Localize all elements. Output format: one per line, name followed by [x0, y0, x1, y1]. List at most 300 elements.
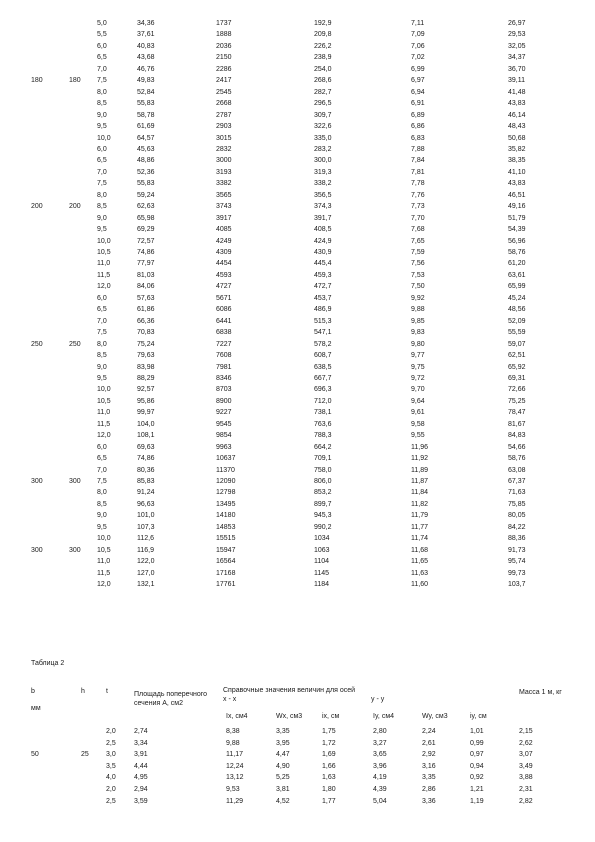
cell-t: 6,5 — [97, 306, 107, 314]
cell-ix: 14853 — [216, 523, 236, 531]
cell-ix: 17761 — [216, 581, 236, 589]
cell-rx: 7,53 — [411, 271, 425, 279]
cell-t: 2,5 — [106, 739, 116, 747]
cell-ix: 4593 — [216, 271, 232, 279]
cell-ry: 1,19 — [470, 797, 484, 805]
cell-rx: 7,76 — [411, 191, 425, 199]
cell-ix: 2903 — [216, 123, 232, 131]
cell-mass: 58,76 — [508, 455, 526, 463]
cell-rx: 11,96 — [411, 443, 428, 451]
header-h: h — [81, 688, 85, 695]
cell-wx: 238,9 — [314, 54, 332, 62]
cell-mass: 84,22 — [508, 523, 526, 531]
table-row — [0, 52, 595, 63]
cell-mass: 41,48 — [508, 88, 526, 96]
cell-mass: 55,59 — [508, 329, 526, 337]
table-row — [0, 350, 595, 361]
table-row — [0, 568, 595, 579]
cell-ix: 15947 — [216, 546, 236, 554]
cell-ix: 9,88 — [226, 739, 240, 747]
cell-mass: 67,37 — [508, 478, 526, 485]
cell-area: 80,36 — [137, 466, 155, 474]
table-row — [0, 155, 595, 166]
table-row — [0, 510, 595, 521]
cell-t: 8,5 — [97, 500, 107, 508]
cell-rx: 7,11 — [411, 20, 425, 27]
cell-wx: 209,8 — [314, 31, 332, 39]
steel-section-table-2 — [0, 684, 595, 834]
cell-ix: 9854 — [216, 432, 232, 440]
cell-mass: 75,25 — [508, 397, 526, 405]
cell-wx: 459,3 — [314, 271, 332, 279]
cell-area: 101,0 — [137, 512, 155, 520]
table-row — [0, 499, 595, 510]
cell-area: 64,57 — [137, 134, 155, 142]
cell-mass: 71,63 — [508, 489, 526, 497]
cell-t: 5,0 — [97, 20, 107, 27]
cell-mass: 51,79 — [508, 214, 526, 222]
cell-area: 84,06 — [137, 283, 155, 291]
cell-t: 6,5 — [97, 455, 107, 463]
cell-wx: 4,52 — [276, 797, 290, 805]
table-row — [0, 18, 595, 29]
header-ix: Ix, см4 — [226, 713, 248, 720]
header-reference-axes: Справочные значения величин для осей — [223, 687, 356, 694]
cell-mass: 3,88 — [519, 774, 533, 782]
cell-ix: 4085 — [216, 226, 232, 234]
cell-ix: 8703 — [216, 386, 232, 394]
cell-t: 3,0 — [106, 751, 116, 759]
cell-ix: 10637 — [216, 455, 236, 463]
cell-area: 81,03 — [137, 271, 155, 279]
table-row — [0, 75, 595, 86]
cell-wx: 763,6 — [314, 420, 332, 428]
cell-t: 11,0 — [97, 260, 111, 268]
cell-area: 55,83 — [137, 100, 155, 108]
cell-ry: 0,94 — [470, 762, 484, 770]
cell-wx: 3,35 — [276, 728, 290, 735]
cell-rx: 7,50 — [411, 283, 425, 291]
cell-mass: 32,05 — [508, 42, 526, 50]
cell-t: 6,0 — [97, 294, 107, 302]
cell-rx: 1,63 — [322, 774, 336, 782]
table-row — [0, 442, 595, 453]
cell-ix: 7981 — [216, 363, 232, 371]
cell-mass: 46,51 — [508, 191, 526, 199]
cell-wx: 664,2 — [314, 443, 332, 451]
table-row — [0, 190, 595, 201]
cell-wx: 268,6 — [314, 77, 332, 85]
header-wx: Wx, см3 — [276, 713, 303, 720]
cell-mass: 39,11 — [508, 77, 525, 85]
cell-mass: 103,7 — [508, 581, 526, 589]
cell-t: 9,0 — [97, 512, 107, 520]
cell-mass: 65,92 — [508, 363, 526, 371]
cell-h: 180 — [69, 77, 81, 85]
cell-area: 2,74 — [134, 728, 148, 735]
cell-wx: 3,81 — [276, 786, 290, 793]
cell-area: 62,63 — [137, 203, 155, 211]
cell-wy: 3,16 — [422, 762, 436, 770]
cell-wx: 408,5 — [314, 226, 332, 234]
table-row — [0, 178, 595, 189]
cell-h: 300 — [69, 546, 81, 554]
cell-area: 122,0 — [137, 558, 155, 566]
cell-rx: 7,81 — [411, 168, 425, 176]
cell-wx: 226,2 — [314, 42, 332, 50]
cell-b: 200 — [31, 203, 43, 211]
cell-mass: 58,76 — [508, 249, 526, 256]
table-row — [0, 362, 595, 373]
cell-t: 6,0 — [97, 443, 107, 451]
table-row — [0, 453, 595, 464]
cell-wx: 1184 — [314, 581, 330, 589]
table-row — [0, 167, 595, 178]
cell-area: 77,97 — [137, 260, 155, 268]
cell-ix: 8,38 — [226, 728, 240, 735]
cell-mass: 91,73 — [508, 546, 526, 554]
cell-wx: 309,7 — [314, 111, 332, 119]
cell-rx: 9,55 — [411, 432, 425, 440]
cell-rx: 7,02 — [411, 54, 425, 62]
cell-ix: 2417 — [216, 77, 232, 85]
table-row — [0, 110, 595, 121]
table-row — [0, 772, 595, 784]
table-row — [0, 236, 595, 247]
cell-rx: 9,80 — [411, 340, 425, 348]
cell-wx: 945,3 — [314, 512, 332, 520]
cell-rx: 1,77 — [322, 797, 336, 805]
table-row — [0, 270, 595, 281]
cell-wx: 391,7 — [314, 214, 332, 222]
table-row — [0, 476, 595, 487]
cell-ix: 3193 — [216, 168, 232, 176]
cell-area: 58,78 — [137, 111, 155, 119]
cell-area: 116,9 — [137, 546, 154, 554]
table-row — [0, 327, 595, 338]
cell-wx: 192,9 — [314, 20, 332, 27]
cell-mass: 63,61 — [508, 271, 526, 279]
cell-t: 7,0 — [97, 317, 107, 325]
cell-wx: 788,3 — [314, 432, 332, 440]
cell-wx: 300,0 — [314, 157, 332, 165]
cell-rx: 11,65 — [411, 558, 428, 566]
cell-mass: 88,36 — [508, 535, 526, 543]
header-unit: мм — [31, 705, 41, 712]
cell-wx: 430,9 — [314, 249, 332, 256]
table-row — [0, 430, 595, 441]
cell-mass: 78,47 — [508, 409, 526, 417]
cell-t: 9,0 — [97, 111, 107, 119]
cell-area: 49,83 — [137, 77, 155, 85]
cell-rx: 1,72 — [322, 739, 336, 747]
cell-ix: 2545 — [216, 88, 232, 96]
cell-wx: 319,3 — [314, 168, 332, 176]
cell-mass: 61,20 — [508, 260, 526, 268]
cell-area: 52,84 — [137, 88, 155, 96]
cell-ix: 9545 — [216, 420, 232, 428]
cell-rx: 9,72 — [411, 374, 425, 382]
cell-wy: 2,24 — [422, 728, 436, 735]
cell-wx: 5,25 — [276, 774, 290, 782]
cell-ix: 4249 — [216, 237, 232, 245]
cell-wx: 608,7 — [314, 352, 332, 360]
table-2-caption: Таблица 2 — [31, 660, 65, 667]
cell-ix: 7227 — [216, 340, 232, 348]
cell-mass: 38,35 — [508, 157, 526, 165]
cell-mass: 34,37 — [508, 54, 526, 62]
cell-ix: 2036 — [216, 42, 232, 50]
cell-t: 7,5 — [97, 478, 107, 485]
cell-area: 85,83 — [137, 478, 155, 485]
cell-t: 9,5 — [97, 123, 107, 131]
cell-wx: 4,90 — [276, 762, 290, 770]
table-row — [0, 738, 595, 750]
cell-mass: 43,83 — [508, 180, 526, 188]
cell-area: 3,91 — [134, 751, 148, 759]
cell-ix: 9963 — [216, 443, 232, 451]
cell-area: 3,34 — [134, 739, 148, 747]
cell-area: 99,97 — [137, 409, 155, 417]
cell-ix: 17168 — [216, 569, 236, 577]
cell-t: 9,5 — [97, 226, 107, 234]
cell-area: 34,36 — [137, 20, 155, 27]
cell-t: 11,5 — [97, 569, 111, 577]
cell-rx: 11,60 — [411, 581, 428, 589]
cell-area: 83,98 — [137, 363, 155, 371]
cell-rx: 11,89 — [411, 466, 428, 474]
cell-t: 4,0 — [106, 774, 116, 782]
cell-mass: 49,16 — [508, 203, 526, 211]
cell-mass: 2,15 — [519, 728, 533, 735]
table-row — [0, 465, 595, 476]
cell-rx: 7,84 — [411, 157, 425, 165]
cell-ix: 16564 — [216, 558, 236, 566]
cell-ix: 3000 — [216, 157, 232, 165]
cell-ix: 13,12 — [226, 774, 244, 782]
table-row — [0, 487, 595, 498]
cell-t: 11,5 — [97, 420, 111, 428]
cell-wx: 424,9 — [314, 237, 332, 245]
cell-wy: 2,92 — [422, 751, 436, 759]
cell-mass: 84,83 — [508, 432, 526, 440]
cell-iy: 3,96 — [373, 762, 387, 770]
cell-wx: 990,2 — [314, 523, 332, 531]
cell-rx: 1,69 — [322, 751, 336, 759]
table-row — [0, 579, 595, 590]
cell-wx: 282,7 — [314, 88, 332, 96]
cell-b: 300 — [31, 546, 43, 554]
cell-wx: 667,7 — [314, 374, 332, 382]
cell-area: 61,69 — [137, 123, 155, 131]
cell-wx: 254,0 — [314, 65, 332, 73]
cell-ix: 2787 — [216, 111, 232, 119]
cell-rx: 9,85 — [411, 317, 425, 325]
table-row — [0, 304, 595, 315]
cell-area: 72,57 — [137, 237, 155, 245]
cell-wx: 1034 — [314, 535, 330, 543]
cell-area: 57,63 — [137, 294, 155, 302]
cell-rx: 9,75 — [411, 363, 425, 371]
cell-ix: 4309 — [216, 249, 232, 256]
cell-ix: 3015 — [216, 134, 232, 142]
cell-rx: 11,63 — [411, 569, 428, 577]
cell-mass: 43,83 — [508, 100, 526, 108]
cell-t: 3,5 — [106, 762, 116, 770]
cell-ix: 1888 — [216, 31, 232, 39]
cell-wx: 738,1 — [314, 409, 332, 417]
table-row — [0, 384, 595, 395]
cell-rx: 7,68 — [411, 226, 425, 234]
cell-area: 96,63 — [137, 500, 155, 508]
cell-mass: 3,07 — [519, 751, 533, 759]
cell-mass: 72,66 — [508, 386, 526, 394]
cell-mass: 45,24 — [508, 294, 526, 302]
table-row — [0, 796, 595, 808]
table-row — [0, 396, 595, 407]
cell-area: 108,1 — [137, 432, 155, 440]
cell-wx: 335,0 — [314, 134, 332, 142]
header-iy: Iy, см4 — [373, 713, 395, 720]
cell-rx: 11,82 — [411, 500, 428, 508]
cell-rx: 7,59 — [411, 249, 425, 256]
cell-t: 7,0 — [97, 65, 107, 73]
cell-t: 11,5 — [97, 271, 111, 279]
cell-mass: 59,07 — [508, 340, 526, 348]
cell-b: 50 — [31, 751, 39, 759]
cell-mass: 46,14 — [508, 111, 526, 119]
table-row — [0, 784, 595, 796]
cell-rx: 9,70 — [411, 386, 425, 394]
cell-wx: 638,5 — [314, 363, 332, 371]
header-b: b — [31, 688, 35, 695]
cell-ix: 6838 — [216, 329, 232, 337]
cell-t: 11,0 — [97, 558, 111, 566]
cell-t: 6,0 — [97, 42, 107, 50]
cell-ix: 8900 — [216, 397, 232, 405]
cell-mass: 2,31 — [519, 786, 533, 793]
cell-mass: 29,53 — [508, 31, 526, 39]
cell-mass: 2,82 — [519, 797, 533, 805]
cell-area: 92,57 — [137, 386, 155, 394]
cell-ix: 11370 — [216, 466, 235, 474]
cell-ix: 7608 — [216, 352, 232, 360]
table-row — [0, 339, 595, 350]
cell-h: 200 — [69, 203, 81, 211]
cell-area: 46,76 — [137, 65, 155, 73]
cell-ry: 1,21 — [470, 786, 484, 793]
cell-t: 12,0 — [97, 581, 111, 589]
cell-wx: 322,6 — [314, 123, 332, 131]
cell-rx: 6,97 — [411, 77, 425, 85]
cell-wx: 899,7 — [314, 500, 332, 508]
cell-t: 8,5 — [97, 203, 107, 211]
cell-area: 69,63 — [137, 443, 155, 451]
cell-ry: 0,99 — [470, 739, 484, 747]
cell-rx: 7,78 — [411, 180, 425, 188]
cell-area: 66,36 — [137, 317, 155, 325]
cell-mass: 41,10 — [508, 168, 526, 176]
table-row — [0, 749, 595, 761]
cell-area: 52,36 — [137, 168, 155, 176]
table-row — [0, 293, 595, 304]
header-rx: ix, см — [322, 713, 340, 720]
cell-mass: 54,39 — [508, 226, 526, 234]
cell-area: 127,0 — [137, 569, 155, 577]
cell-rx: 11,77 — [411, 523, 428, 531]
cell-t: 7,0 — [97, 466, 107, 474]
cell-t: 10,0 — [97, 535, 111, 543]
cell-wx: 578,2 — [314, 340, 332, 348]
cell-t: 8,0 — [97, 191, 107, 199]
cell-rx: 6,83 — [411, 134, 425, 142]
cell-ix: 11,29 — [226, 797, 243, 805]
cell-rx: 11,84 — [411, 489, 428, 497]
cell-rx: 7,88 — [411, 145, 425, 153]
cell-ix: 9,53 — [226, 786, 240, 793]
cell-t: 8,0 — [97, 88, 107, 96]
cell-t: 8,0 — [97, 340, 107, 348]
cell-area: 45,63 — [137, 145, 155, 153]
cell-rx: 6,89 — [411, 111, 425, 119]
cell-rx: 9,83 — [411, 329, 425, 337]
table-row — [0, 64, 595, 75]
cell-area: 132,1 — [137, 581, 155, 589]
cell-t: 7,5 — [97, 180, 107, 188]
cell-mass: 52,09 — [508, 317, 526, 325]
cell-t: 5,5 — [97, 31, 107, 39]
cell-ry: 1,01 — [470, 728, 484, 735]
cell-rx: 6,99 — [411, 65, 425, 73]
cell-area: 69,29 — [137, 226, 155, 234]
cell-mass: 81,67 — [508, 420, 526, 428]
cell-rx: 11,68 — [411, 546, 428, 554]
cell-area: 59,24 — [137, 191, 155, 199]
table-row — [0, 201, 595, 212]
cell-t: 6,5 — [97, 157, 107, 165]
cell-rx: 11,74 — [411, 535, 428, 543]
cell-mass: 26,97 — [508, 20, 526, 27]
cell-ix: 2286 — [216, 65, 232, 73]
table-row — [0, 144, 595, 155]
table-row — [0, 407, 595, 418]
table-row — [0, 726, 595, 738]
cell-t: 9,0 — [97, 363, 107, 371]
cell-wx: 515,3 — [314, 317, 332, 325]
cell-wx: 356,5 — [314, 191, 332, 199]
cell-t: 10,5 — [97, 397, 111, 405]
cell-ix: 6441 — [216, 317, 232, 325]
cell-wx: 709,1 — [314, 455, 332, 463]
cell-wx: 4,47 — [276, 751, 290, 759]
cell-t: 6,5 — [97, 54, 107, 62]
cell-mass: 3,49 — [519, 762, 533, 770]
cell-wx: 547,1 — [314, 329, 332, 337]
cell-area: 55,83 — [137, 180, 155, 188]
cell-wx: 3,95 — [276, 739, 290, 747]
cell-ix: 8346 — [216, 374, 232, 382]
header-axis-x: x - x — [223, 696, 237, 703]
cell-b: 300 — [31, 478, 43, 485]
cell-rx: 1,75 — [322, 728, 336, 735]
cell-rx: 7,56 — [411, 260, 425, 268]
cell-rx: 9,61 — [411, 409, 425, 417]
cell-rx: 7,73 — [411, 203, 425, 211]
cell-area: 88,29 — [137, 374, 155, 382]
cell-area: 37,61 — [137, 31, 155, 39]
cell-t: 7,5 — [97, 77, 107, 85]
cell-ix: 3743 — [216, 203, 232, 211]
